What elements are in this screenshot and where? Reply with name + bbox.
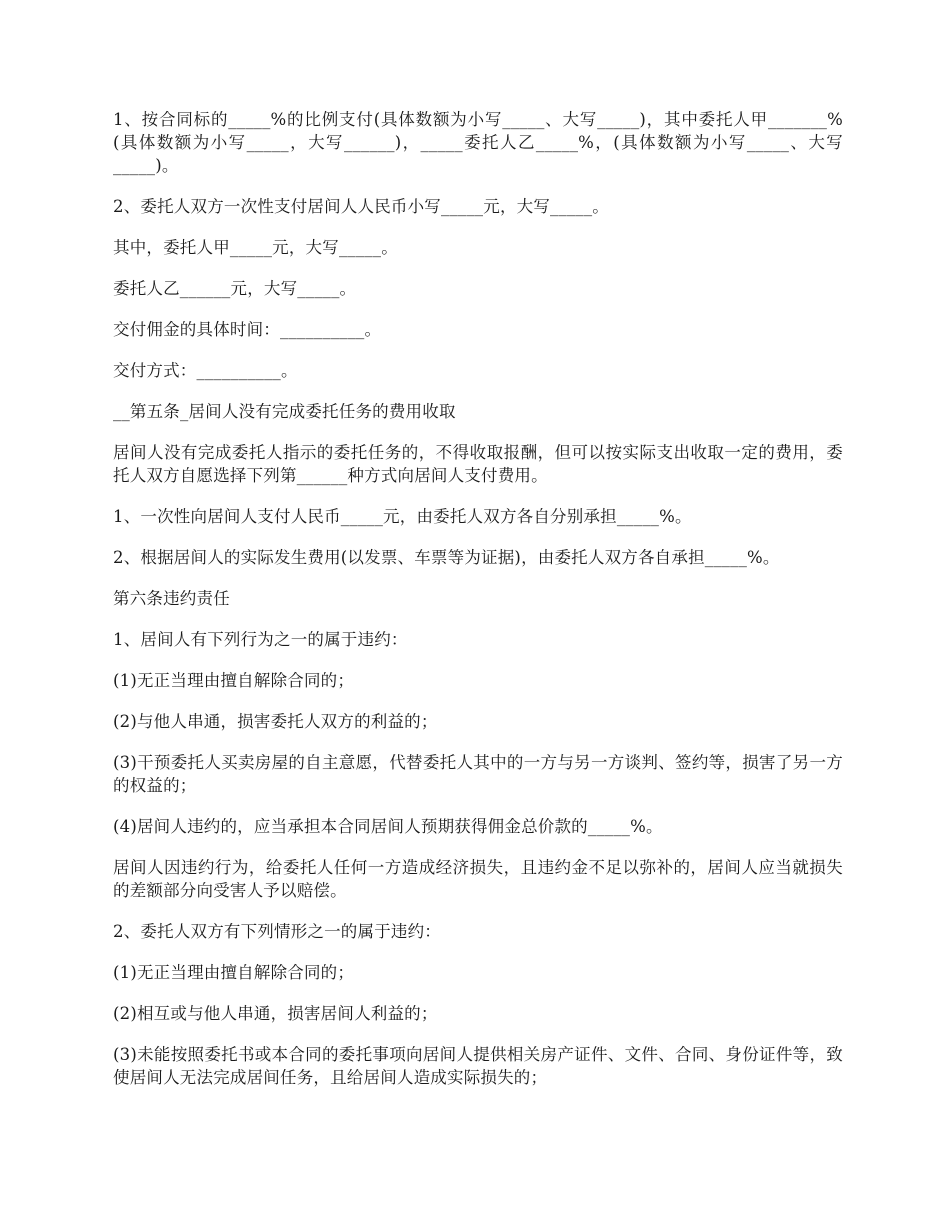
paragraph-17: 居间人因违约行为，给委托人任何一方造成经济损失，且违约金不足以弥补的，居间人应当就损失的差额部分向受害人予以赔偿。	[113, 858, 843, 900]
paragraph-19: (1)无正当理由擅自解除合同的；	[113, 963, 355, 982]
paragraph-12: 1、居间人有下列行为之一的属于违约：	[113, 630, 408, 649]
paragraph-9: 1、一次性向居间人支付人民币_____元，由委托人双方各自分别承担_____%。	[113, 507, 692, 526]
paragraph-21: (3)未能按照委托书或本合同的委托事项向居间人提供相关房产证件、文件、合同、身份证件等，致使居间人无法完成居间任务，且给居间人造成实际损失的；	[113, 1045, 843, 1087]
paragraph-8: 居间人没有完成委托人指示的委托任务的，不得收取报酬，但可以按实际支出收取一定的费用，委托人双方自愿选择下列第______种方式向居间人支付费用。	[113, 443, 843, 485]
paragraph-20: (2)相互或与他人串通，损害居间人利益的；	[113, 1004, 438, 1023]
paragraph-15: (3)干预委托人买卖房屋的自主意愿，代替委托人其中的一方与另一方谈判、签约等，损害了另一方的权益的；	[113, 753, 843, 795]
paragraph-10: 2、根据居间人的实际发生费用(以发票、车票等为证据)，由委托人双方各自承担_____%。	[113, 548, 780, 567]
document-page	[113, 108, 843, 1107]
paragraph-16: (4)居间人违约的，应当承担本合同居间人预期获得佣金总价款的_____%。	[113, 817, 663, 836]
paragraph-5: 交付佣金的具体时间：__________。	[113, 320, 382, 339]
paragraph-4: 委托人乙______元，大写_____。	[113, 279, 357, 298]
paragraph-14: (2)与他人串通，损害委托人双方的利益的；	[113, 712, 438, 731]
paragraph-6: 交付方式：__________。	[113, 361, 298, 380]
paragraph-1: 1、按合同标的_____%的比例支付(具体数额为小写_____、大写_____)，其中委托人甲_______%(具体数额为小写_____，大写______)，_____委托人乙_____%，(具体数额为小写_____、大写_____)。	[113, 110, 843, 175]
paragraph-2: 2、委托人双方一次性支付居间人人民币小写_____元，大写_____。	[113, 197, 609, 216]
paragraph-18: 2、委托人双方有下列情形之一的属于违约：	[113, 922, 441, 941]
paragraph-13: (1)无正当理由擅自解除合同的；	[113, 671, 355, 690]
section-heading-article-6: 第六条违约责任	[113, 589, 230, 608]
paragraph-3: 其中，委托人甲_____元，大写_____。	[113, 238, 398, 257]
section-heading-article-5: __第五条_居间人没有完成委托任务的费用收取	[113, 402, 456, 421]
